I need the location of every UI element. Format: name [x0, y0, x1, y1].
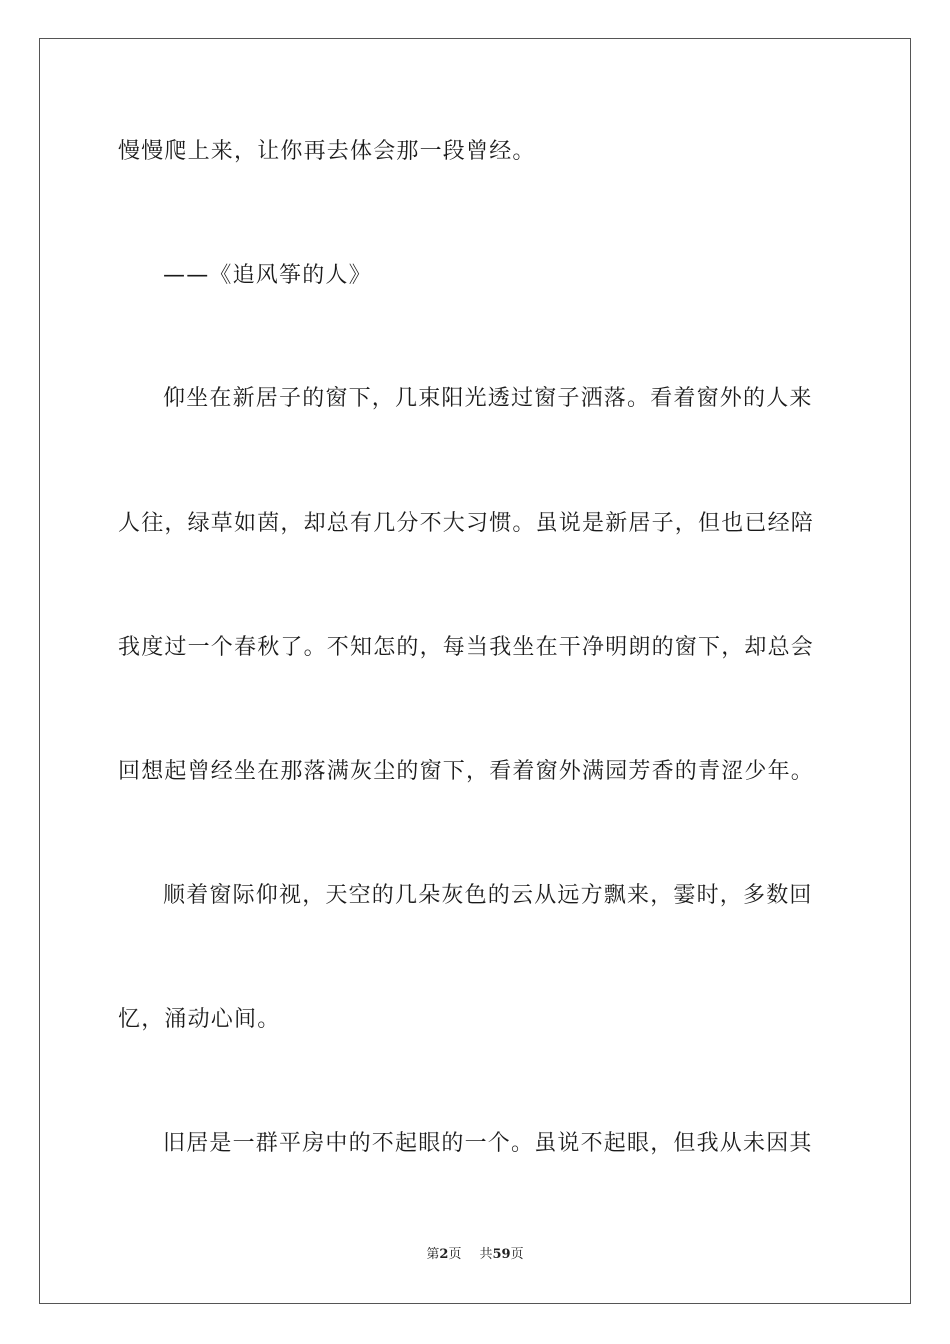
text-line-attribution: ——《追风筝的人》 — [163, 263, 372, 288]
page-suffix: 页 — [448, 1247, 462, 1262]
page-prefix: 第 — [426, 1247, 440, 1262]
total-pages: 59 — [492, 1247, 511, 1262]
text-line: 回想起曾经坐在那落满灰尘的窗下，看着窗外满园芳香的青涩少年。 — [118, 759, 815, 784]
text-line: 人往，绿草如茵，却总有几分不大习惯。虽说是新居子，但也已经陪 — [118, 511, 815, 536]
text-line: 忆，涌动心间。 — [118, 1007, 281, 1032]
total-suffix: 页 — [510, 1247, 524, 1262]
text-line: 仰坐在新居子的窗下，几束阳光透过窗子洒落。看着窗外的人来 — [163, 386, 813, 411]
page-number: 2 — [439, 1247, 449, 1262]
text-line: 慢慢爬上来，让你再去体会那一段曾经。 — [118, 139, 536, 164]
text-line: 顺着窗际仰视，天空的几朵灰色的云从远方飘来，霎时，多数回 — [163, 883, 813, 908]
total-prefix: 共 — [479, 1247, 493, 1262]
text-line: 我度过一个春秋了。不知怎的，每当我坐在干净明朗的窗下，却总会 — [118, 635, 815, 660]
text-line: 旧居是一群平房中的不起眼的一个。虽说不起眼，但我从未因其 — [163, 1131, 813, 1156]
page-border — [39, 38, 911, 1304]
page-footer — [0, 1246, 950, 1264]
